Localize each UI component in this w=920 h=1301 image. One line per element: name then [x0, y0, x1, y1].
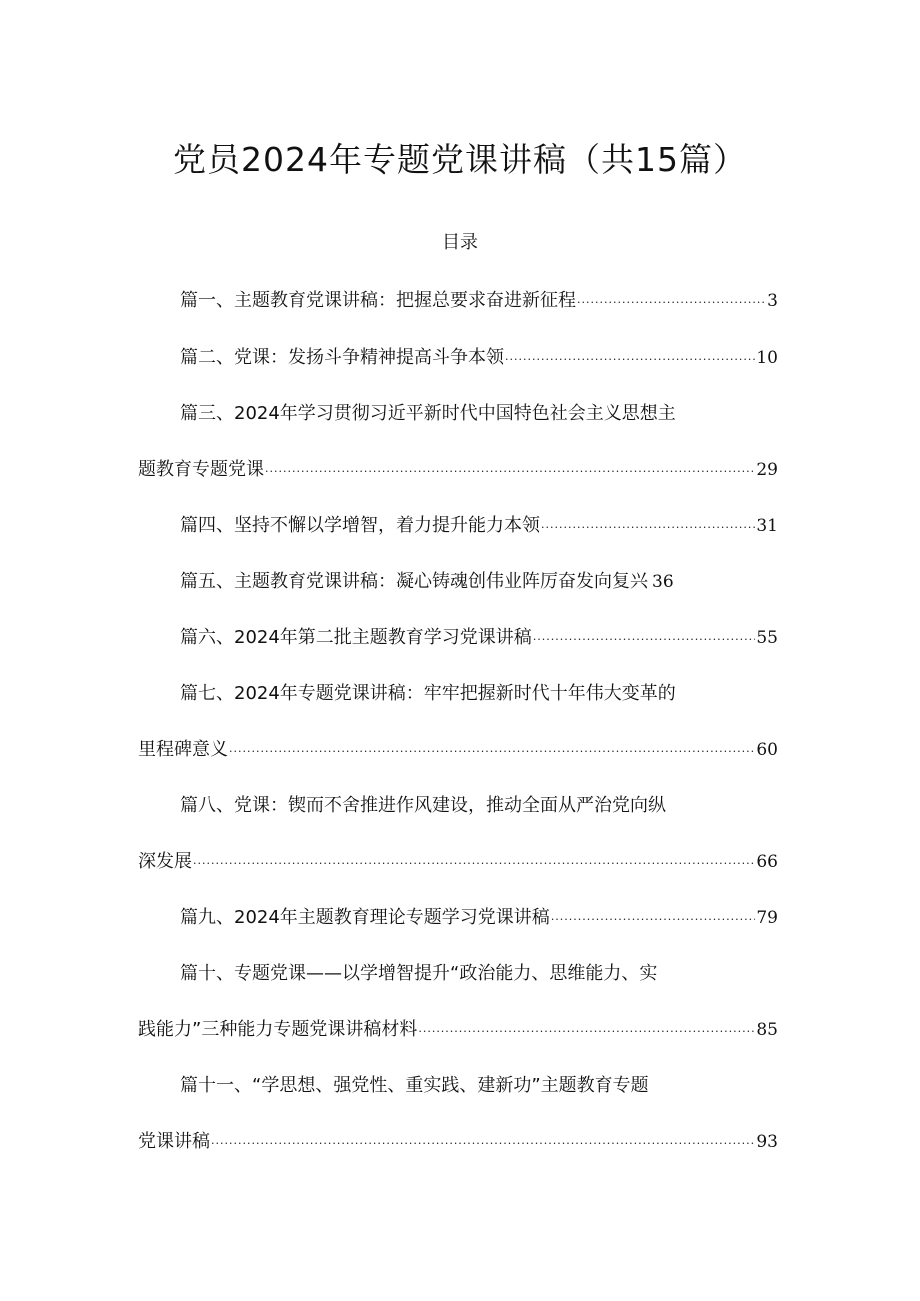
toc-entry-text: 篇四、坚持不懈以学增智，着力提升能力本领	[180, 515, 540, 536]
toc-page-number: 66	[756, 852, 778, 872]
toc-page-number: 36	[652, 572, 674, 592]
toc-page-number: 55	[756, 628, 778, 648]
toc-entry-11-line2[interactable]	[138, 1125, 778, 1159]
dot-leader	[211, 1129, 755, 1153]
toc-page-number: 85	[756, 1020, 778, 1040]
toc-entry-text: 篇二、党课：发扬斗争精神提高斗争本领	[180, 347, 504, 368]
toc-entry-text: 题教育专题党课	[138, 459, 264, 480]
toc-entry-4[interactable]	[138, 509, 778, 543]
toc-entry-6[interactable]	[138, 621, 778, 655]
toc-entry-10-line2[interactable]	[138, 1013, 778, 1047]
toc-entry-1[interactable]	[138, 284, 778, 318]
toc-entry-text: 篇八、党课：锲而不舍推进作风建设，推动全面从严治党向纵	[180, 795, 666, 816]
dot-leader	[193, 849, 755, 873]
dot-leader	[418, 1017, 755, 1041]
toc-page-number: 79	[756, 908, 778, 928]
dot-leader	[551, 905, 756, 929]
toc-page-number: 93	[756, 1132, 778, 1152]
toc-page-number: 60	[756, 740, 778, 760]
dot-leader	[577, 288, 766, 312]
toc-page-number: 3	[767, 291, 778, 311]
toc-entry-text: 篇五、主题教育党课讲稿：凝心铸魂创伟业阵厉奋发向复兴	[180, 571, 648, 592]
dot-leader	[229, 737, 755, 761]
toc-entry-text: 篇七、2024年专题党课讲稿：牢牢把握新时代十年伟大变革的	[180, 683, 676, 704]
toc-page-number: 10	[756, 348, 778, 368]
toc-entry-text: 里程碑意义	[138, 739, 228, 760]
toc-entry-text: 篇九、2024年主题教育理论专题学习党课讲稿	[180, 907, 550, 928]
toc-entry-text: 篇十一、“学思想、强党性、重实践、建新功”主题教育专题	[180, 1075, 649, 1096]
toc-entry-2[interactable]	[138, 341, 778, 375]
toc-entry-9[interactable]	[138, 901, 778, 935]
dot-leader	[265, 457, 755, 481]
toc-entry-10-line1[interactable]	[138, 957, 778, 991]
toc-entry-7-line2[interactable]	[138, 733, 778, 767]
toc-entry-3-line2[interactable]	[138, 453, 778, 487]
toc-entry-8-line1[interactable]	[138, 789, 778, 823]
toc-heading: 目录	[442, 232, 478, 253]
dot-leader	[505, 345, 755, 369]
toc-entry-text: 党课讲稿	[138, 1131, 210, 1152]
toc-entry-text: 篇三、2024年学习贯彻习近平新时代中国特色社会主义思想主	[180, 403, 676, 424]
toc-entry-text: 践能力”三种能力专题党课讲稿材料	[138, 1019, 418, 1040]
toc-entry-text: 篇十、专题党课——以学增智提升“政治能力、思维能力、实	[180, 963, 658, 984]
toc-entry-3-line1[interactable]	[138, 397, 778, 431]
toc-page-number: 31	[756, 516, 778, 536]
toc-entry-text: 篇六、2024年第二批主题教育学习党课讲稿	[180, 627, 532, 648]
toc-entry-8-line2[interactable]	[138, 845, 778, 879]
toc-entry-5[interactable]	[138, 565, 778, 599]
document-title: 党员2024年专题党课讲稿（共15篇）	[173, 140, 747, 179]
toc-page-number: 29	[756, 460, 778, 480]
toc-entry-11-line1[interactable]	[138, 1069, 778, 1103]
dot-leader	[541, 513, 755, 537]
toc-entry-text: 深发展	[138, 851, 192, 872]
toc-entry-7-line1[interactable]	[138, 677, 778, 711]
toc-entry-text: 篇一、主题教育党课讲稿：把握总要求奋进新征程	[180, 290, 576, 311]
dot-leader	[533, 625, 756, 649]
